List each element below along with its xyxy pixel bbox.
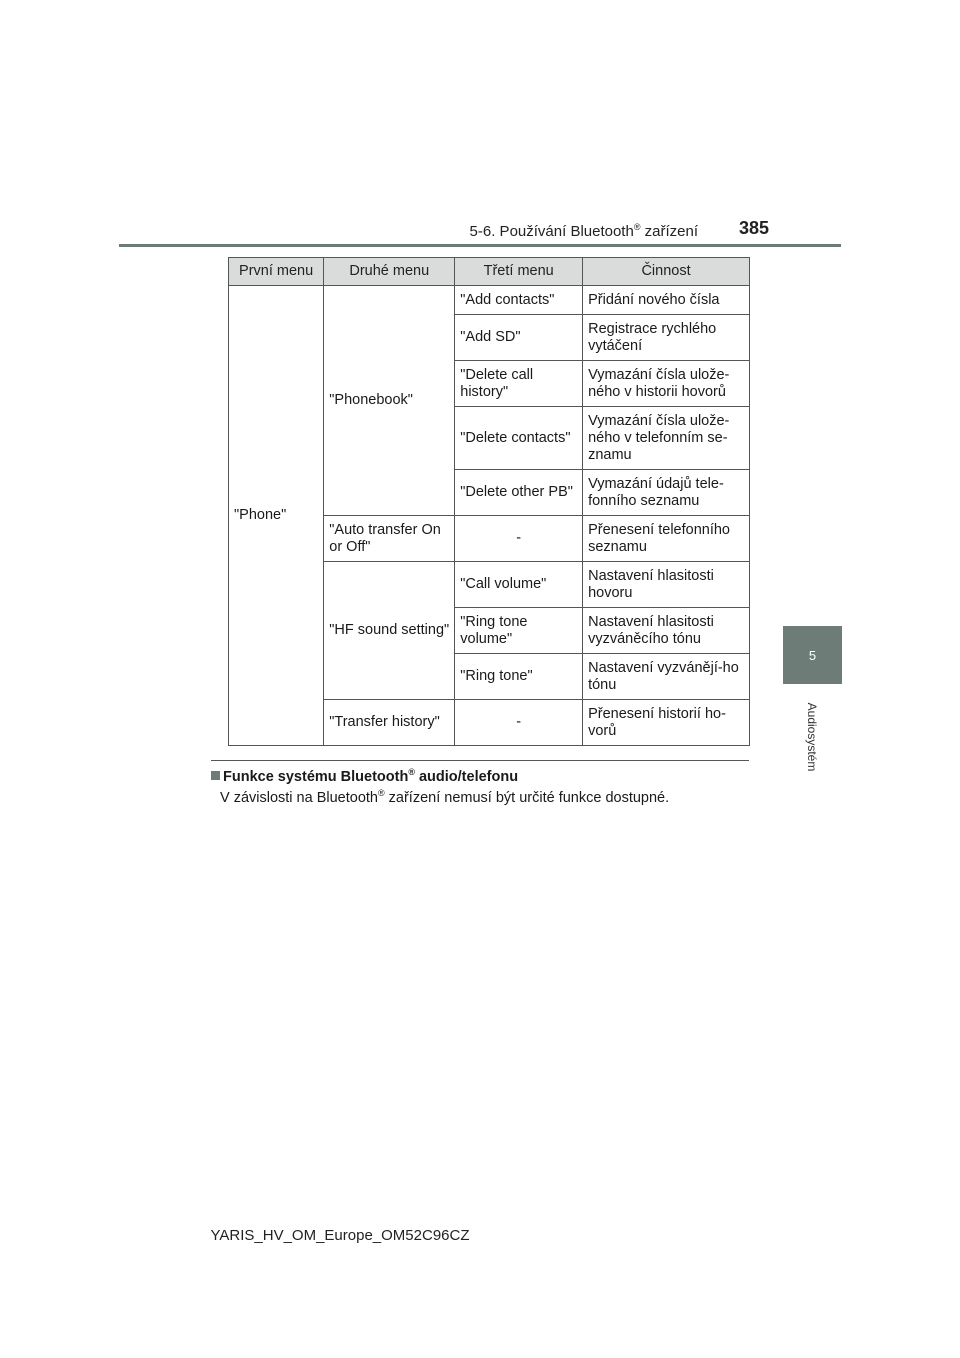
third-menu-cell: "Delete call history" [455,361,583,407]
chapter-name: Audiosystém [805,702,819,772]
registered-mark: ® [408,767,415,777]
page-number: 385 [739,218,770,238]
action-cell: Vymazání čísla ulože-ného v historii hovorů [583,361,750,407]
action-cell: Vymazání čísla ulože-ného v telefonním se-znamu [583,407,750,470]
action-cell: Přidání nového čísla [583,286,750,315]
header-first-menu: První menu [229,258,324,286]
menu-table [228,257,750,746]
third-menu-cell: "Add SD" [455,315,583,361]
section-heading-suffix: audio/telefonu [414,768,519,785]
square-bullet-icon [211,771,220,780]
third-menu-cell: "Delete contacts" [455,407,583,470]
section-heading-prefix: Funkce systému Bluetooth [223,768,409,785]
section-body-suffix: zařízení nemusí být určité funkce dostupné. [384,789,670,806]
third-menu-cell: "Ring tone volume" [455,608,583,654]
third-menu-cell: "Call volume" [455,562,583,608]
section-title-suffix: zařízení [640,223,698,240]
third-menu-cell: - [455,516,583,562]
registered-mark: ® [633,222,641,232]
action-cell: Nastavení hlasitosti vyzváněcího tónu [583,608,750,654]
second-menu-cell: "Auto transfer On or Off" [324,516,455,562]
third-menu-cell: - [455,700,583,746]
second-menu-cell: "Transfer history" [324,700,455,746]
section-rule [211,760,749,761]
third-menu-cell: "Ring tone" [455,654,583,700]
action-cell: Vymazání údajů tele-fonního seznamu [583,470,750,516]
registered-mark: ® [377,788,385,798]
chapter-number: 5 [808,647,817,663]
section-title [470,222,698,240]
second-menu-cell: "HF sound setting" [324,562,455,700]
section-title-prefix: 5-6. Používání Bluetooth [469,223,634,240]
first-menu-cell: "Phone" [229,286,324,746]
header-second-menu: Druhé menu [324,258,455,286]
header-third-menu: Třetí menu [455,258,583,286]
action-cell: Nastavení vyzvánějí-ho tónu [583,654,750,700]
third-menu-cell: "Add contacts" [455,286,583,315]
second-menu-cell: "Phonebook" [324,286,455,516]
table-header-row [229,258,750,286]
action-cell: Nastavení hlasitosti hovoru [583,562,750,608]
header-rule [119,244,841,247]
section-body-prefix: V závislosti na Bluetooth [220,789,378,806]
action-cell: Přenesení historií ho-vorů [583,700,750,746]
chapter-tab [783,626,842,684]
third-menu-cell: "Delete other PB" [455,470,583,516]
header-action: Činnost [583,258,750,286]
action-cell: Registrace rychlého vytáčení [583,315,750,361]
section-heading [211,767,518,785]
table-row [229,286,750,315]
action-cell: Přenesení telefonního seznamu [583,516,750,562]
document-id: YARIS_HV_OM_Europe_OM52C96CZ [210,1227,470,1244]
section-body [220,788,669,806]
